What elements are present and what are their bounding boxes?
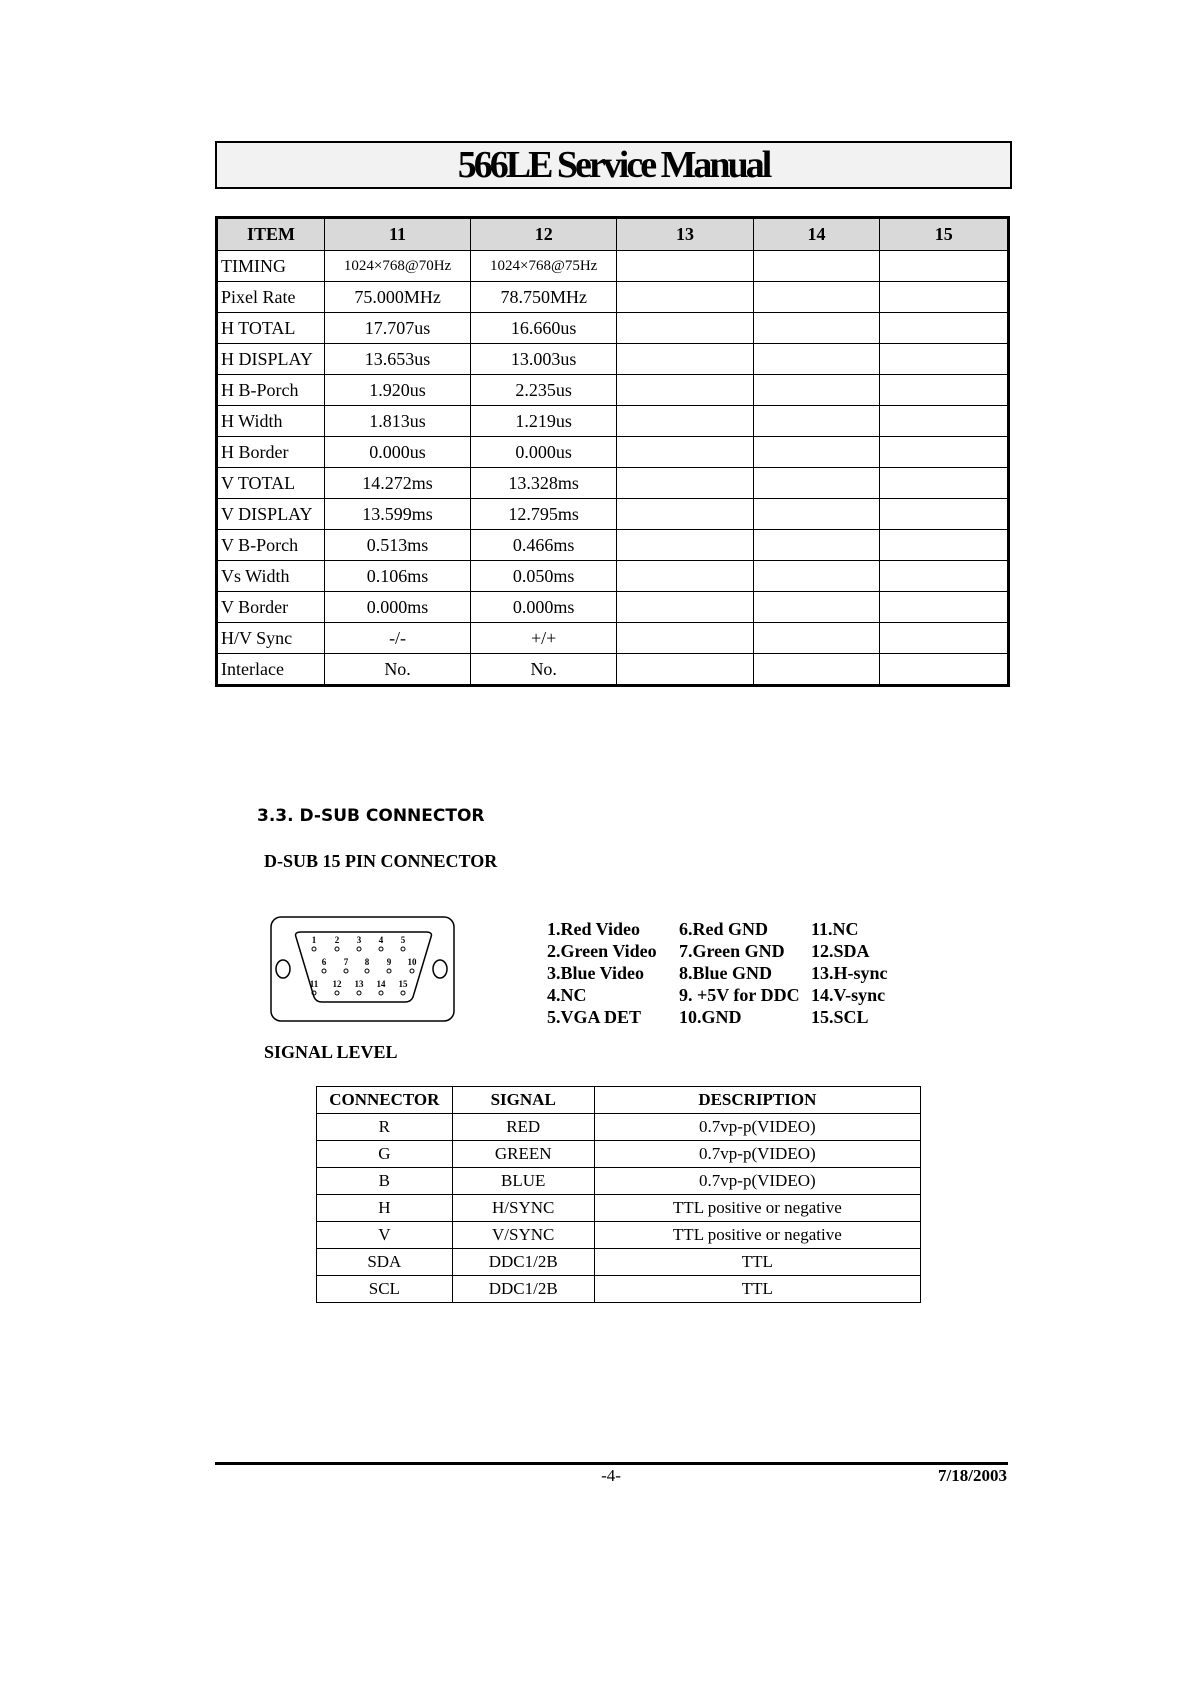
page-title: 566LE Service Manual: [215, 141, 1012, 189]
pin-number: 5: [400, 935, 406, 945]
column-header: 14: [753, 218, 880, 251]
timing-table: [215, 216, 1010, 687]
column-header: 15: [880, 218, 1009, 251]
table-cell: [880, 530, 1009, 561]
table-cell: [753, 313, 880, 344]
table-cell: 0.513ms: [325, 530, 471, 561]
table-cell: [617, 344, 753, 375]
signal-heading: SIGNAL LEVEL: [264, 1042, 398, 1062]
table-cell: [753, 282, 880, 313]
table-cell: TTL: [594, 1276, 920, 1303]
table-row: [217, 654, 1009, 686]
pin-number: 9: [386, 957, 392, 967]
table-row: [317, 1222, 921, 1249]
table-cell: [753, 592, 880, 623]
table-cell: 1024×768@70Hz: [325, 251, 471, 282]
column-header: ITEM: [217, 218, 325, 251]
pin-hole: [357, 991, 361, 995]
table-cell: [617, 282, 753, 313]
pin-number: 2: [334, 935, 340, 945]
connector-heading: D-SUB 15 PIN CONNECTOR: [264, 851, 498, 871]
table-cell: [880, 468, 1009, 499]
table-row: [217, 344, 1009, 375]
table-cell: [880, 375, 1009, 406]
table-cell: 0.106ms: [325, 561, 471, 592]
table-row: [217, 530, 1009, 561]
table-cell: [753, 251, 880, 282]
table-cell: 17.707us: [325, 313, 471, 344]
table-cell: [617, 375, 753, 406]
table-cell: [617, 468, 753, 499]
row-label: H B-Porch: [217, 375, 325, 406]
table-cell: [753, 561, 880, 592]
pin-item: 9. +5V for DDC: [679, 985, 800, 1005]
pin-item: 8.Blue GND: [679, 963, 773, 983]
row-label: TIMING: [217, 251, 325, 282]
table-cell: G: [317, 1141, 453, 1168]
table-cell: [617, 499, 753, 530]
table-cell: [753, 375, 880, 406]
column-header: 12: [471, 218, 617, 251]
table-cell: TTL positive or negative: [594, 1195, 920, 1222]
row-label: H Width: [217, 406, 325, 437]
table-cell: [617, 654, 753, 686]
table-cell: [753, 654, 880, 686]
table-cell: SCL: [317, 1276, 453, 1303]
table-cell: [617, 313, 753, 344]
table-cell: 12.795ms: [471, 499, 617, 530]
table-cell: GREEN: [452, 1141, 594, 1168]
pin-hole: [335, 947, 339, 951]
table-cell: [753, 437, 880, 468]
row-label: H TOTAL: [217, 313, 325, 344]
pin-number: 8: [364, 957, 370, 967]
table-cell: [617, 406, 753, 437]
table-row: [217, 406, 1009, 437]
table-cell: [880, 623, 1009, 654]
table-cell: TTL: [594, 1249, 920, 1276]
pin-hole: [379, 947, 383, 951]
table-cell: [753, 468, 880, 499]
table-cell: 1.920us: [325, 375, 471, 406]
pin-item: 3.Blue Video: [547, 963, 645, 983]
table-cell: [880, 561, 1009, 592]
pin-list-column: [811, 918, 888, 1028]
row-label: H DISPLAY: [217, 344, 325, 375]
table-cell: [880, 406, 1009, 437]
pin-item: 1.Red Video: [547, 919, 641, 939]
pin-hole: [401, 991, 405, 995]
row-label: V DISPLAY: [217, 499, 325, 530]
table-cell: V/SYNC: [452, 1222, 594, 1249]
row-label: H Border: [217, 437, 325, 468]
table-row: [317, 1141, 921, 1168]
table-cell: [880, 282, 1009, 313]
footer-date: 7/18/2003: [938, 1466, 1007, 1485]
pin-hole: [322, 969, 326, 973]
pin-list-column: [547, 918, 657, 1028]
table-cell: [880, 344, 1009, 375]
table-row: [317, 1276, 921, 1303]
pin-list-column: [679, 918, 800, 1028]
table-cell: DDC1/2B: [452, 1276, 594, 1303]
table-cell: 13.328ms: [471, 468, 617, 499]
pin-number: 14: [376, 979, 386, 989]
table-row: [317, 1114, 921, 1141]
table-cell: [880, 251, 1009, 282]
table-row: [317, 1249, 921, 1276]
table-cell: [880, 437, 1009, 468]
table-cell: [753, 530, 880, 561]
table-row: [217, 313, 1009, 344]
pin-item: 6.Red GND: [679, 919, 768, 939]
pin-number: 10: [407, 957, 417, 967]
pin-item: 12.SDA: [811, 941, 870, 961]
pin-number: 1: [311, 935, 317, 945]
column-header: DESCRIPTION: [594, 1087, 920, 1114]
mounting-hole-right: [433, 960, 447, 978]
row-label: H/V Sync: [217, 623, 325, 654]
table-cell: RED: [452, 1114, 594, 1141]
footer-divider: [215, 1462, 1008, 1465]
section-heading: 3.3. D-SUB CONNECTOR: [257, 806, 485, 826]
pin-hole: [335, 991, 339, 995]
table-cell: 1.813us: [325, 406, 471, 437]
table-cell: [753, 406, 880, 437]
table-cell: 0.7vp-p(VIDEO): [594, 1114, 920, 1141]
table-cell: [753, 499, 880, 530]
table-cell: 0.7vp-p(VIDEO): [594, 1168, 920, 1195]
table-cell: R: [317, 1114, 453, 1141]
table-cell: [617, 251, 753, 282]
table-cell: [617, 592, 753, 623]
table-cell: [880, 499, 1009, 530]
table-cell: +/+: [471, 623, 617, 654]
row-label: Vs Width: [217, 561, 325, 592]
pin-hole: [357, 947, 361, 951]
column-header: 11: [325, 218, 471, 251]
pin-number: 12: [332, 979, 342, 989]
pin-item: 14.V-sync: [811, 985, 886, 1005]
table-cell: 1024×768@75Hz: [471, 251, 617, 282]
table-row: [217, 499, 1009, 530]
table-row: [217, 561, 1009, 592]
table-cell: DDC1/2B: [452, 1249, 594, 1276]
table-cell: H: [317, 1195, 453, 1222]
table-cell: [880, 313, 1009, 344]
row-label: Interlace: [217, 654, 325, 686]
column-header: SIGNAL: [452, 1087, 594, 1114]
table-row: [217, 623, 1009, 654]
table-cell: 16.660us: [471, 313, 617, 344]
row-label: V TOTAL: [217, 468, 325, 499]
table-cell: BLUE: [452, 1168, 594, 1195]
pin-hole: [312, 947, 316, 951]
table-cell: No.: [471, 654, 617, 686]
table-row: [217, 375, 1009, 406]
vga-connector-diagram: [268, 914, 458, 1024]
table-cell: 0.000us: [471, 437, 617, 468]
table-cell: No.: [325, 654, 471, 686]
table-cell: V: [317, 1222, 453, 1249]
pin-number: 11: [309, 979, 319, 989]
table-cell: 13.599ms: [325, 499, 471, 530]
pin-hole: [344, 969, 348, 973]
table-cell: [880, 592, 1009, 623]
column-header: CONNECTOR: [317, 1087, 453, 1114]
pin-hole: [410, 969, 414, 973]
table-cell: 0.7vp-p(VIDEO): [594, 1141, 920, 1168]
pin-number: 4: [378, 935, 384, 945]
row-label: V B-Porch: [217, 530, 325, 561]
row-label: V Border: [217, 592, 325, 623]
table-cell: B: [317, 1168, 453, 1195]
table-cell: [617, 437, 753, 468]
table-row: [217, 592, 1009, 623]
pin-item: 4.NC: [547, 985, 587, 1005]
table-cell: [617, 623, 753, 654]
pin-item: 10.GND: [679, 1007, 742, 1027]
table-cell: 0.000ms: [471, 592, 617, 623]
table-cell: 78.750MHz: [471, 282, 617, 313]
pin-number: 15: [398, 979, 408, 989]
table-row: [217, 251, 1009, 282]
row-label: Pixel Rate: [217, 282, 325, 313]
table-cell: H/SYNC: [452, 1195, 594, 1222]
pin-item: 11.NC: [811, 919, 859, 939]
table-row: [317, 1195, 921, 1222]
table-row: [217, 468, 1009, 499]
table-cell: [753, 623, 880, 654]
table-row: [217, 282, 1009, 313]
pin-hole: [387, 969, 391, 973]
table-row: [317, 1168, 921, 1195]
pin-number: 6: [321, 957, 327, 967]
table-cell: 0.466ms: [471, 530, 617, 561]
pin-hole: [401, 947, 405, 951]
pin-hole: [365, 969, 369, 973]
signal-level-table: [316, 1086, 921, 1303]
pin-hole: [379, 991, 383, 995]
table-cell: [617, 561, 753, 592]
table-cell: [880, 654, 1009, 686]
table-cell: 0.000ms: [325, 592, 471, 623]
table-cell: 13.653us: [325, 344, 471, 375]
pin-item: 15.SCL: [811, 1007, 869, 1027]
table-cell: SDA: [317, 1249, 453, 1276]
table-cell: [617, 530, 753, 561]
column-header: 13: [617, 218, 753, 251]
table-cell: 0.000us: [325, 437, 471, 468]
pin-number: 3: [356, 935, 362, 945]
pin-number: 7: [343, 957, 349, 967]
table-cell: TTL positive or negative: [594, 1222, 920, 1249]
table-cell: 0.050ms: [471, 561, 617, 592]
table-cell: 75.000MHz: [325, 282, 471, 313]
mounting-hole-left: [276, 960, 290, 978]
pin-item: 2.Green Video: [547, 941, 657, 961]
table-cell: 1.219us: [471, 406, 617, 437]
table-cell: -/-: [325, 623, 471, 654]
table-cell: 14.272ms: [325, 468, 471, 499]
pin-item: 13.H-sync: [811, 963, 888, 983]
pin-item: 5.VGA DET: [547, 1007, 642, 1027]
table-cell: 13.003us: [471, 344, 617, 375]
table-row: [217, 437, 1009, 468]
page-number: -4-: [601, 1466, 621, 1485]
pin-item: 7.Green GND: [679, 941, 785, 961]
table-cell: [753, 344, 880, 375]
pin-number: 13: [354, 979, 364, 989]
table-cell: 2.235us: [471, 375, 617, 406]
